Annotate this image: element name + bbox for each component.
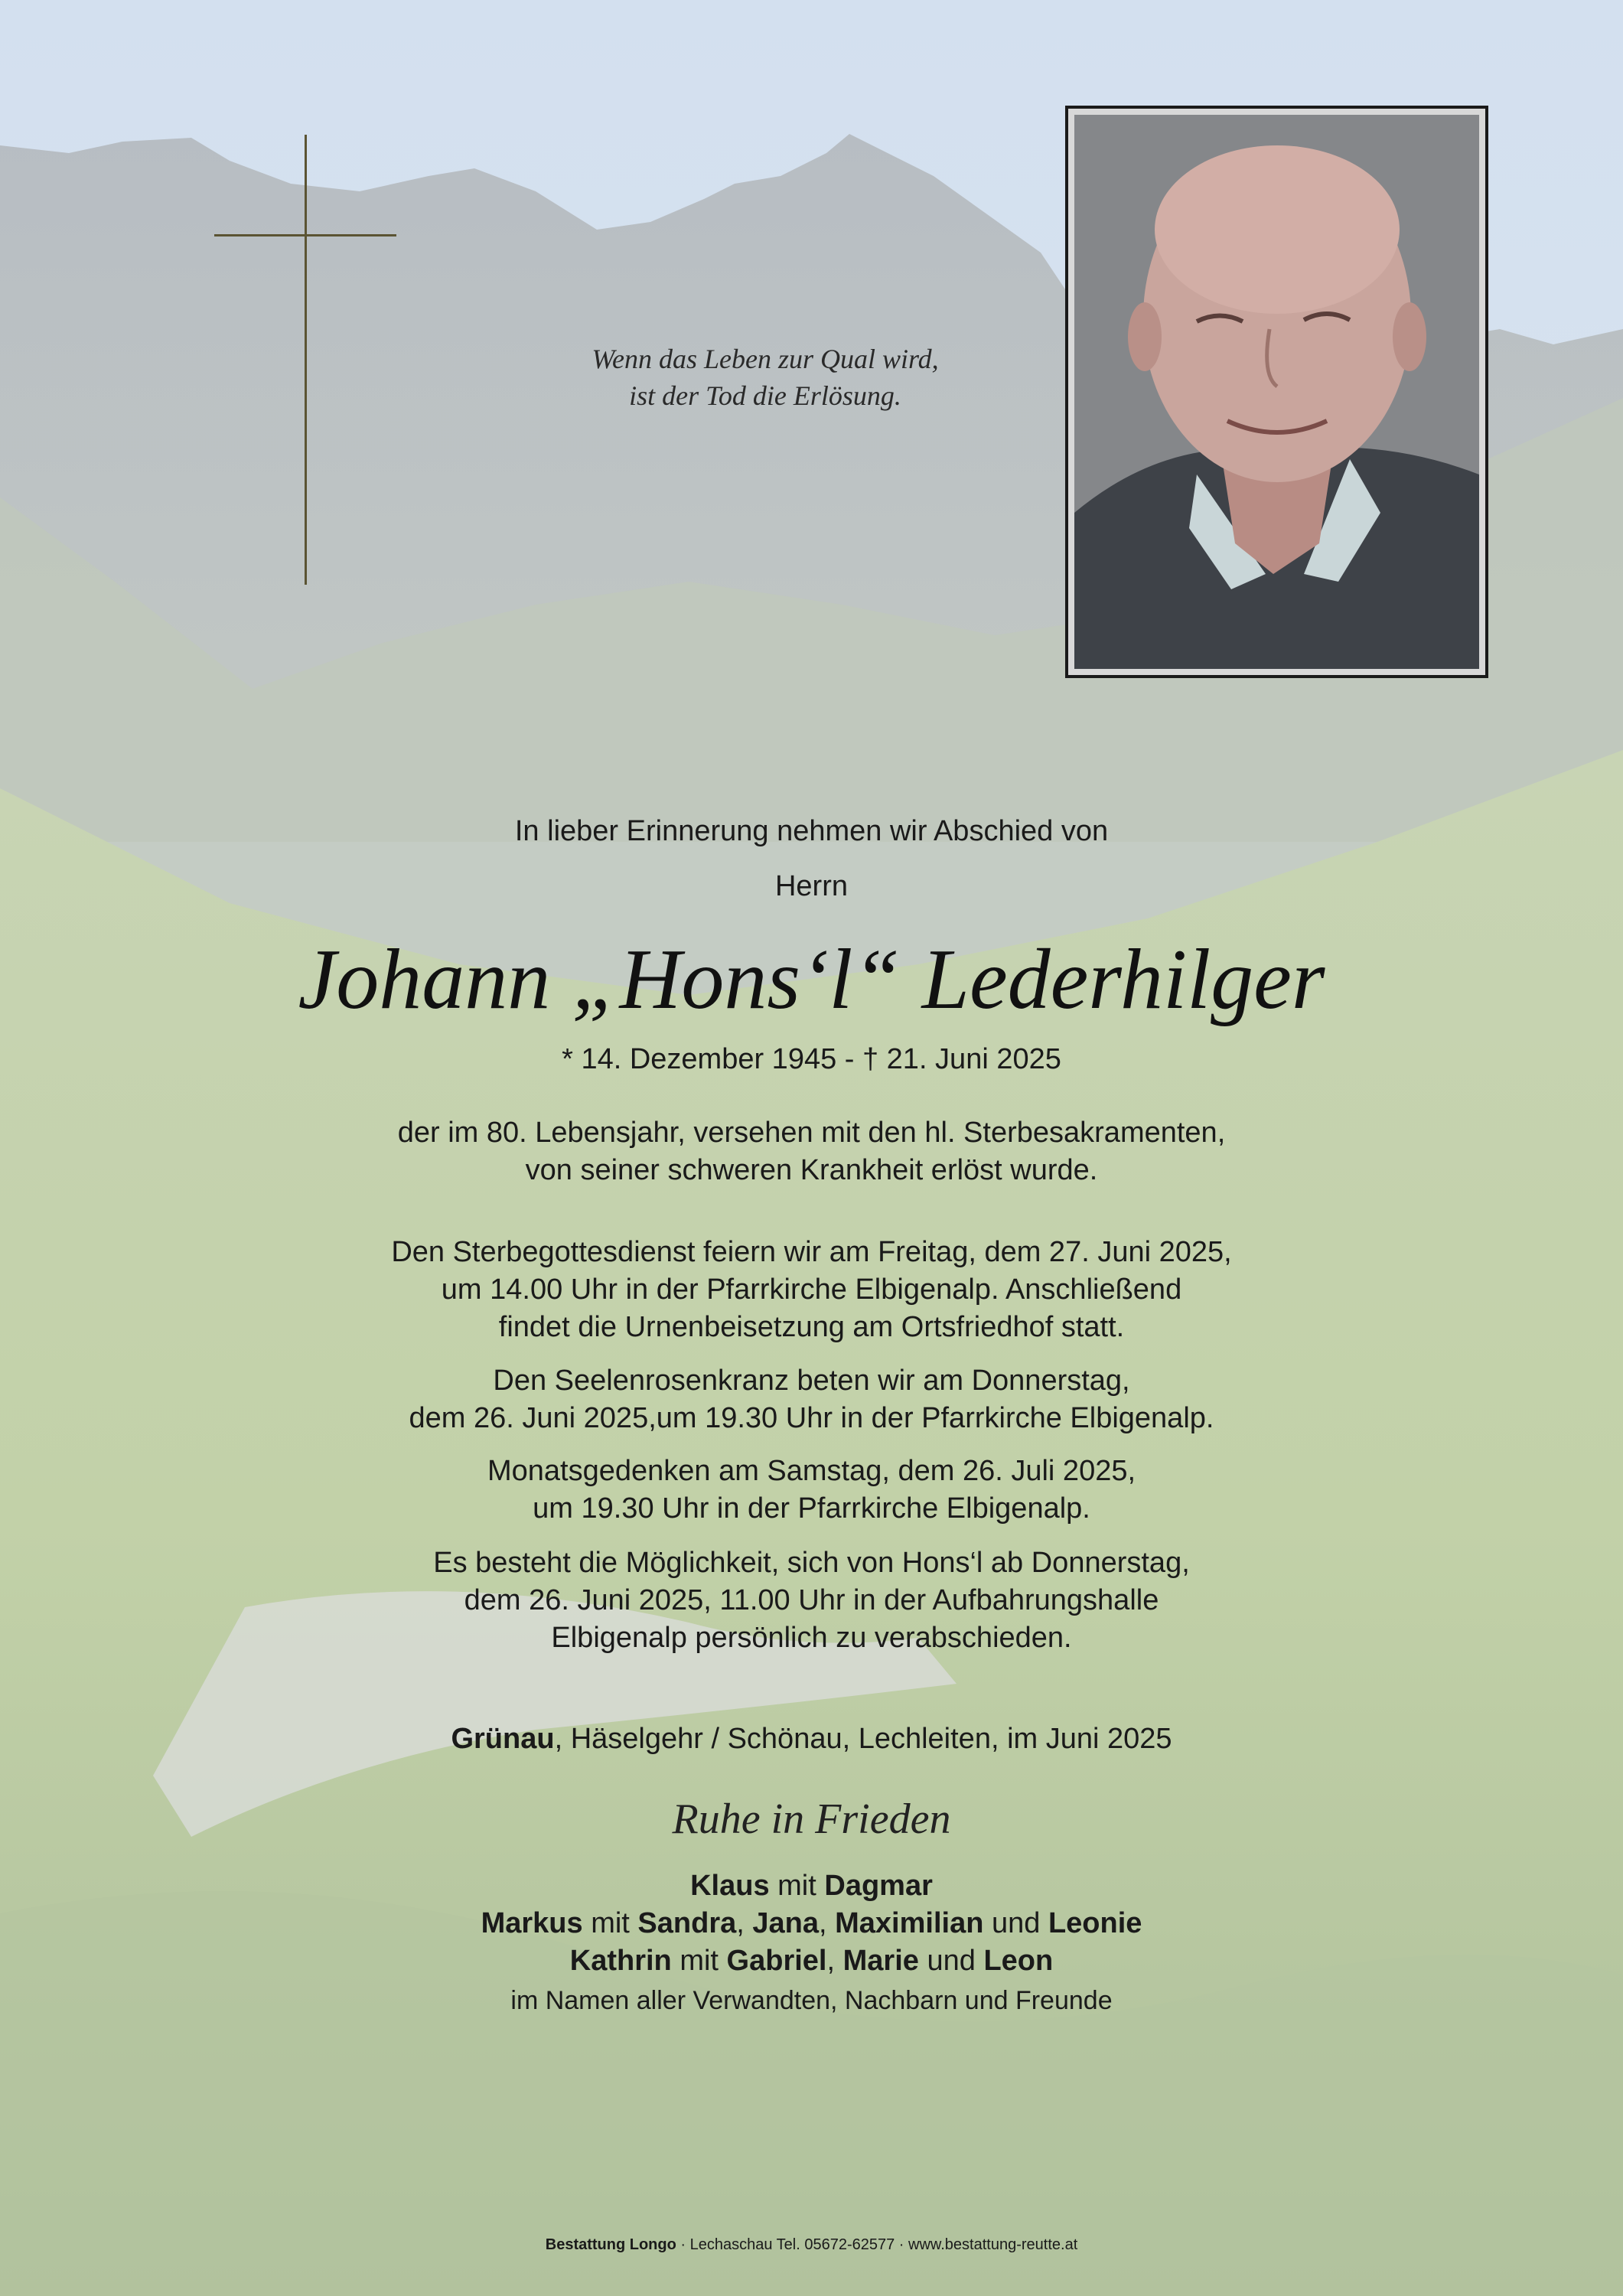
family-line <box>0 1867 1623 1905</box>
place-rest: , Häselgehr / Schönau, Lechleiten, im Juni 2025 <box>554 1723 1172 1755</box>
family-member-name: Marie <box>842 1945 919 1977</box>
portrait-photo <box>1074 115 1479 669</box>
family-connector: und <box>983 1907 1048 1939</box>
rest-in-peace: Ruhe in Frieden <box>672 1795 951 1843</box>
paragraph-line: um 14.00 Uhr in der Pfarrkirche Elbigenalp. Anschließend <box>441 1274 1182 1306</box>
place-and-date <box>0 1720 1623 1757</box>
family-member-name: Klaus <box>690 1870 770 1902</box>
paragraph-rosary <box>0 1362 1623 1437</box>
family-member-name: Leon <box>983 1945 1054 1977</box>
family-line <box>0 1942 1623 1980</box>
family-member-name: Maximilian <box>835 1907 984 1939</box>
paragraph-line: Monatsgedenken am Samstag, dem 26. Juli 2025, <box>487 1455 1136 1487</box>
family-mourners <box>0 1867 1623 1980</box>
family-member-name: Leonie <box>1048 1907 1142 1939</box>
family-line <box>0 1905 1623 1942</box>
family-connector: mit <box>769 1870 825 1902</box>
paragraph-funeral-service <box>0 1234 1623 1346</box>
family-member-name: Jana <box>752 1907 819 1939</box>
paragraph-line: findet die Urnenbeisetzung am Ortsfriedhof statt. <box>498 1311 1125 1343</box>
paragraph-line: der im 80. Lebensjahr, versehen mit den hl. Sterbesakramenten, <box>397 1117 1226 1149</box>
family-member-name: Sandra <box>637 1907 737 1939</box>
paragraph-month-memorial <box>0 1453 1623 1528</box>
family-connector: , <box>826 1945 843 1977</box>
paragraph-illness <box>0 1114 1623 1189</box>
family-member-name: Gabriel <box>726 1945 827 1977</box>
place-bold: Grünau <box>451 1723 555 1755</box>
life-dates: * 14. Dezember 1945 - † 21. Juni 2025 <box>562 1043 1061 1075</box>
paragraph-line: Den Seelenrosenkranz beten wir am Donnerstag, <box>493 1365 1130 1397</box>
cross-icon <box>305 135 307 585</box>
paragraph-line: von seiner schweren Krankheit erlöst wurde. <box>525 1154 1098 1186</box>
cross-icon-bar <box>214 234 396 236</box>
paragraph-line: Den Sterbegottesdienst feiern wir am Freitag, dem 27. Juni 2025, <box>391 1236 1232 1268</box>
paragraph-line: dem 26. Juni 2025,um 19.30 Uhr in der Pfarrkirche Elbigenalp. <box>409 1402 1214 1434</box>
family-connector: , <box>736 1907 753 1939</box>
paragraph-line: Es besteht die Möglichkeit, sich von Hons‘l ab Donnerstag, <box>433 1547 1190 1579</box>
family-member-name: Markus <box>481 1907 583 1939</box>
family-member-name: Kathrin <box>569 1945 672 1977</box>
family-connector: und <box>918 1945 984 1977</box>
funeral-home-contact: · Lechaschau Tel. 05672-62577 · www.bestattung-reutte.at <box>676 2236 1078 2253</box>
quote-line: ist der Tod die Erlösung. <box>629 380 901 411</box>
memorial-quote <box>459 341 1071 414</box>
salutation: Herrn <box>774 870 849 902</box>
family-connector: mit <box>582 1907 638 1939</box>
portrait-photo-frame <box>1065 106 1488 678</box>
paragraph-line: dem 26. Juni 2025, 11.00 Uhr in der Aufbahrungshalle <box>464 1584 1159 1616</box>
funeral-home-name: Bestattung Longo <box>545 2236 676 2253</box>
paragraph-viewing <box>0 1544 1623 1657</box>
family-member-name: Dagmar <box>824 1870 933 1902</box>
quote-line: Wenn das Leben zur Qual wird, <box>592 344 939 374</box>
family-connector: mit <box>671 1945 727 1977</box>
deceased-name: Johann „Hons‘l“ Lederhilger <box>298 932 1325 1027</box>
paragraph-line: Elbigenalp persönlich zu verabschieden. <box>551 1622 1072 1654</box>
family-note: im Namen aller Verwandten, Nachbarn und Freunde <box>510 1986 1113 2015</box>
farewell-intro: In lieber Erinnerung nehmen wir Abschied von <box>514 815 1109 847</box>
paragraph-line: um 19.30 Uhr in der Pfarrkirche Elbigenalp. <box>533 1492 1090 1525</box>
family-connector: , <box>819 1907 836 1939</box>
funeral-home-footer <box>0 2235 1623 2255</box>
